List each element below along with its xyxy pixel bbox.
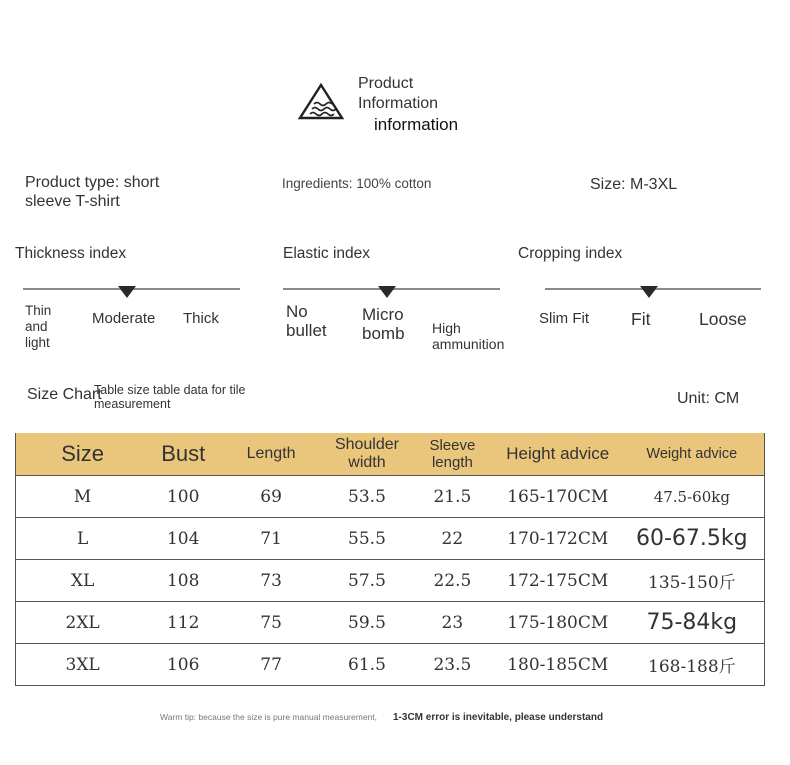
cell-weight: 60-67.5kg bbox=[620, 518, 765, 560]
cell-shoulder: 59.5 bbox=[325, 602, 409, 644]
cropping-index-title: Cropping index bbox=[518, 245, 623, 262]
cell-size: 2XL bbox=[16, 602, 150, 644]
size-chart-note: Table size table data for tile measurement bbox=[94, 383, 246, 411]
cell-height: 175-180CM bbox=[496, 602, 620, 644]
cell-bust: 112 bbox=[149, 602, 217, 644]
ingredients-text: Ingredients: 100% cotton bbox=[282, 176, 432, 191]
size-table bbox=[15, 433, 765, 686]
cell-sleeve: 23.5 bbox=[409, 644, 496, 686]
thickness-label-thin: Thin and light bbox=[25, 303, 52, 350]
cell-shoulder: 57.5 bbox=[325, 560, 409, 602]
title-line-2: Information bbox=[358, 95, 439, 112]
unit-label: Unit: CM bbox=[677, 390, 740, 407]
cell-shoulder: 55.5 bbox=[325, 518, 409, 560]
product-type-text: Product type: short sleeve T-shirt bbox=[25, 174, 160, 210]
thickness-index-title: Thickness index bbox=[15, 245, 127, 262]
title-line-1: Product bbox=[358, 75, 414, 92]
cell-height: 170-172CM bbox=[496, 518, 620, 560]
elastic-label-micro-bomb: Micro bomb bbox=[362, 305, 405, 343]
table-row bbox=[16, 644, 765, 686]
cropping-label-loose: Loose bbox=[699, 309, 747, 329]
cropping-label-slim: Slim Fit bbox=[539, 310, 589, 327]
cell-sleeve: 23 bbox=[409, 602, 496, 644]
cell-weight: 168-188斤 bbox=[620, 644, 765, 686]
header-length: Length bbox=[217, 433, 325, 476]
elastic-label-high: High ammunition bbox=[432, 320, 505, 352]
elastic-index-title: Elastic index bbox=[283, 245, 371, 262]
cell-sleeve: 22 bbox=[409, 518, 496, 560]
size-chart-label: Size Chart bbox=[27, 386, 102, 403]
cell-weight: 135-150斤 bbox=[620, 560, 765, 602]
cell-bust: 108 bbox=[149, 560, 217, 602]
table-row bbox=[16, 602, 765, 644]
elastic-label-no-bullet: No bullet bbox=[286, 302, 327, 340]
header-size: Size bbox=[16, 433, 150, 476]
cropping-label-fit: Fit bbox=[631, 309, 651, 329]
header-height-advice: Height advice bbox=[496, 433, 620, 476]
cell-length: 71 bbox=[217, 518, 325, 560]
cell-weight: 47.5-60kg bbox=[620, 476, 765, 518]
thickness-label-thick: Thick bbox=[183, 310, 219, 327]
cell-length: 73 bbox=[217, 560, 325, 602]
table-row bbox=[16, 518, 765, 560]
header-weight-advice: Weight advice bbox=[620, 433, 765, 476]
elastic-marker-icon bbox=[378, 286, 396, 298]
cell-sleeve: 22.5 bbox=[409, 560, 496, 602]
cell-length: 77 bbox=[217, 644, 325, 686]
cell-length: 69 bbox=[217, 476, 325, 518]
cell-sleeve: 21.5 bbox=[409, 476, 496, 518]
cell-shoulder: 53.5 bbox=[325, 476, 409, 518]
cell-size: M bbox=[16, 476, 150, 518]
cell-bust: 100 bbox=[149, 476, 217, 518]
cell-shoulder: 61.5 bbox=[325, 644, 409, 686]
cell-size: L bbox=[16, 518, 150, 560]
header-bust: Bust bbox=[149, 433, 217, 476]
footer-error-note: 1-3CM error is inevitable, please understand bbox=[393, 712, 604, 723]
cell-length: 75 bbox=[217, 602, 325, 644]
cell-size: 3XL bbox=[16, 644, 150, 686]
table-header-row bbox=[16, 433, 765, 476]
table-row bbox=[16, 476, 765, 518]
cell-height: 165-170CM bbox=[496, 476, 620, 518]
cell-weight: 75-84kg bbox=[620, 602, 765, 644]
header-sleeve-length: Sleeve length bbox=[409, 433, 496, 476]
cell-size: XL bbox=[16, 560, 150, 602]
size-range-text: Size: M-3XL bbox=[590, 176, 678, 193]
header-shoulder-width: Shoulder width bbox=[325, 433, 409, 476]
cell-bust: 106 bbox=[149, 644, 217, 686]
cell-height: 172-175CM bbox=[496, 560, 620, 602]
table-row bbox=[16, 560, 765, 602]
thickness-marker-icon bbox=[118, 286, 136, 298]
footer-tip: Warm tip: because the size is pure manual measurement, bbox=[160, 712, 378, 722]
cell-bust: 104 bbox=[149, 518, 217, 560]
cropping-marker-icon bbox=[640, 286, 658, 298]
warning-triangle-waves-icon bbox=[298, 82, 344, 120]
title-line-3: information bbox=[374, 115, 459, 134]
cell-height: 180-185CM bbox=[496, 644, 620, 686]
thickness-label-moderate: Moderate bbox=[92, 310, 156, 327]
